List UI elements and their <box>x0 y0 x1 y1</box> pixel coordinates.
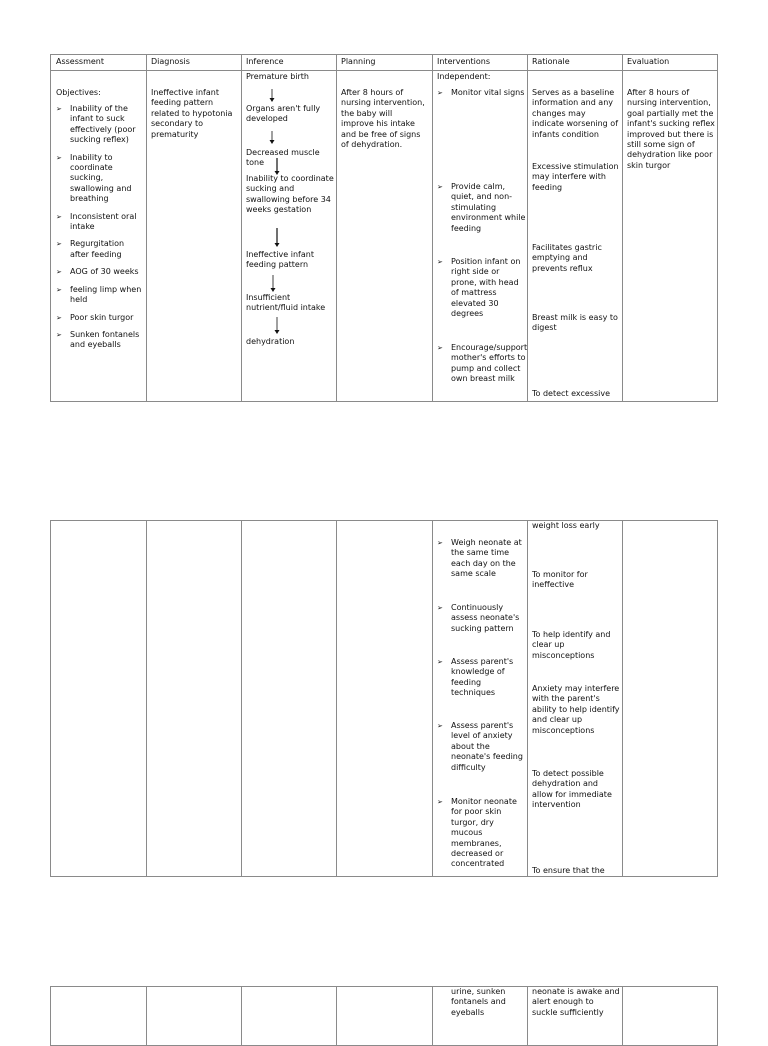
down-arrow-icon <box>272 228 282 248</box>
interventions-list <box>437 257 527 319</box>
rationale-text: To detect excessive <box>532 389 611 398</box>
rationale-text: Excessive stimulation may interfere with feeding <box>532 162 619 192</box>
assessment-item: ➢ Inability of the infant to suck effectively (poor sucking reflex) <box>56 104 142 146</box>
assessment-heading: Objectives: <box>56 88 101 97</box>
intervention-item: ➢ Position infant on right side or prone, with head of mattress elevated 30 degrees <box>437 257 527 319</box>
rationale-text: To detect possible dehydration and allow for immediate intervention <box>532 769 612 810</box>
header-planning: Planning <box>341 57 376 66</box>
evaluation-text: After 8 hours of nursing intervention, goal partially met the infant's sucking reflex improved but there is still some sign of dehydration like poor skin turgor <box>627 88 715 170</box>
planning-text: After 8 hours of nursing intervention, the baby will improve his intake and be free of signs of dehydration. <box>341 88 425 150</box>
inference-step: Inability to coordinate sucking and swallowing before 34 weeks gestation <box>246 174 334 215</box>
interventions-list <box>437 88 527 98</box>
assessment-item: ➢ Inability to coordinate sucking, swallowing and breathing <box>56 153 142 205</box>
care-plan-table-page-1 <box>50 54 718 402</box>
inference-step: dehydration <box>246 337 295 346</box>
rationale-text: Serves as a baseline information and any changes may indicate worsening of infants condition <box>532 88 619 139</box>
rationale-text: To monitor for ineffective <box>532 570 588 590</box>
assessment-item: ➢ Inconsistent oral intake <box>56 212 142 233</box>
interventions-list <box>437 721 527 773</box>
intervention-item: ➢ Weigh neonate at the same time each day on the same scale <box>437 538 527 580</box>
down-arrow-icon <box>267 89 277 103</box>
interventions-list <box>437 182 527 234</box>
care-plan-table-page-2 <box>50 520 718 877</box>
rationale-text: Facilitates gastric emptying and prevents reflux <box>532 243 602 273</box>
rationale-text: Anxiety may interfere with the parent's ability to help identify and clear up misconceptions <box>532 684 620 735</box>
header-rationale: Rationale <box>532 57 570 66</box>
assessment-item: ➢ Regurgitation after feeding <box>56 239 142 260</box>
intervention-item: ➢ Assess parent's level of anxiety about the neonate's feeding difficulty <box>437 721 527 773</box>
header-inference: Inference <box>246 57 284 66</box>
inference-step: Insufficient nutrient/fluid intake <box>246 293 326 313</box>
header-evaluation: Evaluation <box>627 57 670 66</box>
rationale-text: weight loss early <box>532 521 600 530</box>
assessment-item: ➢ feeling limp when held <box>56 285 142 306</box>
assessment-item: ➢ AOG of 30 weeks <box>56 267 142 277</box>
care-plan-table-page-3 <box>50 986 718 1046</box>
intervention-item: ➢ Provide calm, quiet, and non-stimulating environment while feeding <box>437 182 527 234</box>
assessment-item: ➢ Poor skin turgor <box>56 313 142 323</box>
inference-step: Organs aren't fully developed <box>246 104 321 124</box>
interventions-list <box>437 343 527 385</box>
diagnosis-text: Ineffective infant feeding pattern related to hypotonia secondary to prematurity <box>151 88 233 139</box>
inference-step: Premature birth <box>246 72 309 81</box>
header-interventions: Interventions <box>437 57 490 66</box>
inference-step: Ineffective infant feeding pattern <box>246 250 314 270</box>
intervention-item: ➢ Monitor vital signs <box>437 88 527 98</box>
rationale-text-continued: neonate is awake and alert enough to suckle sufficiently <box>532 987 620 1017</box>
rationale-text: To help identify and clear up misconceptions <box>532 630 611 660</box>
assessment-list <box>56 104 142 358</box>
assessment-item: ➢ Sunken fontanels and eyeballs <box>56 330 142 351</box>
intervention-item: ➢ Monitor neonate for poor skin turgor, dry mucous membranes, decreased or concentrated <box>437 797 527 870</box>
intervention-item: ➢ Encourage/support mother's efforts to pump and collect own breast milk <box>437 343 527 385</box>
rationale-text: To ensure that the <box>532 866 605 875</box>
down-arrow-icon <box>267 131 277 145</box>
header-diagnosis: Diagnosis <box>151 57 190 66</box>
interventions-heading: Independent: <box>437 72 491 81</box>
inference-step: Decreased muscle tone <box>246 148 320 168</box>
intervention-item: ➢ Continuously assess neonate's sucking pattern <box>437 603 527 634</box>
intervention-item-continued: urine, sunken fontanels and eyeballs <box>451 987 506 1017</box>
interventions-list <box>437 603 527 634</box>
rationale-text: Breast milk is easy to digest <box>532 313 618 333</box>
down-arrow-icon <box>272 317 282 335</box>
interventions-list <box>437 797 527 870</box>
header-assessment: Assessment <box>56 57 104 66</box>
interventions-list <box>437 657 527 699</box>
interventions-list <box>437 538 527 580</box>
intervention-item: ➢ Assess parent's knowledge of feeding techniques <box>437 657 527 699</box>
down-arrow-icon <box>268 275 278 293</box>
